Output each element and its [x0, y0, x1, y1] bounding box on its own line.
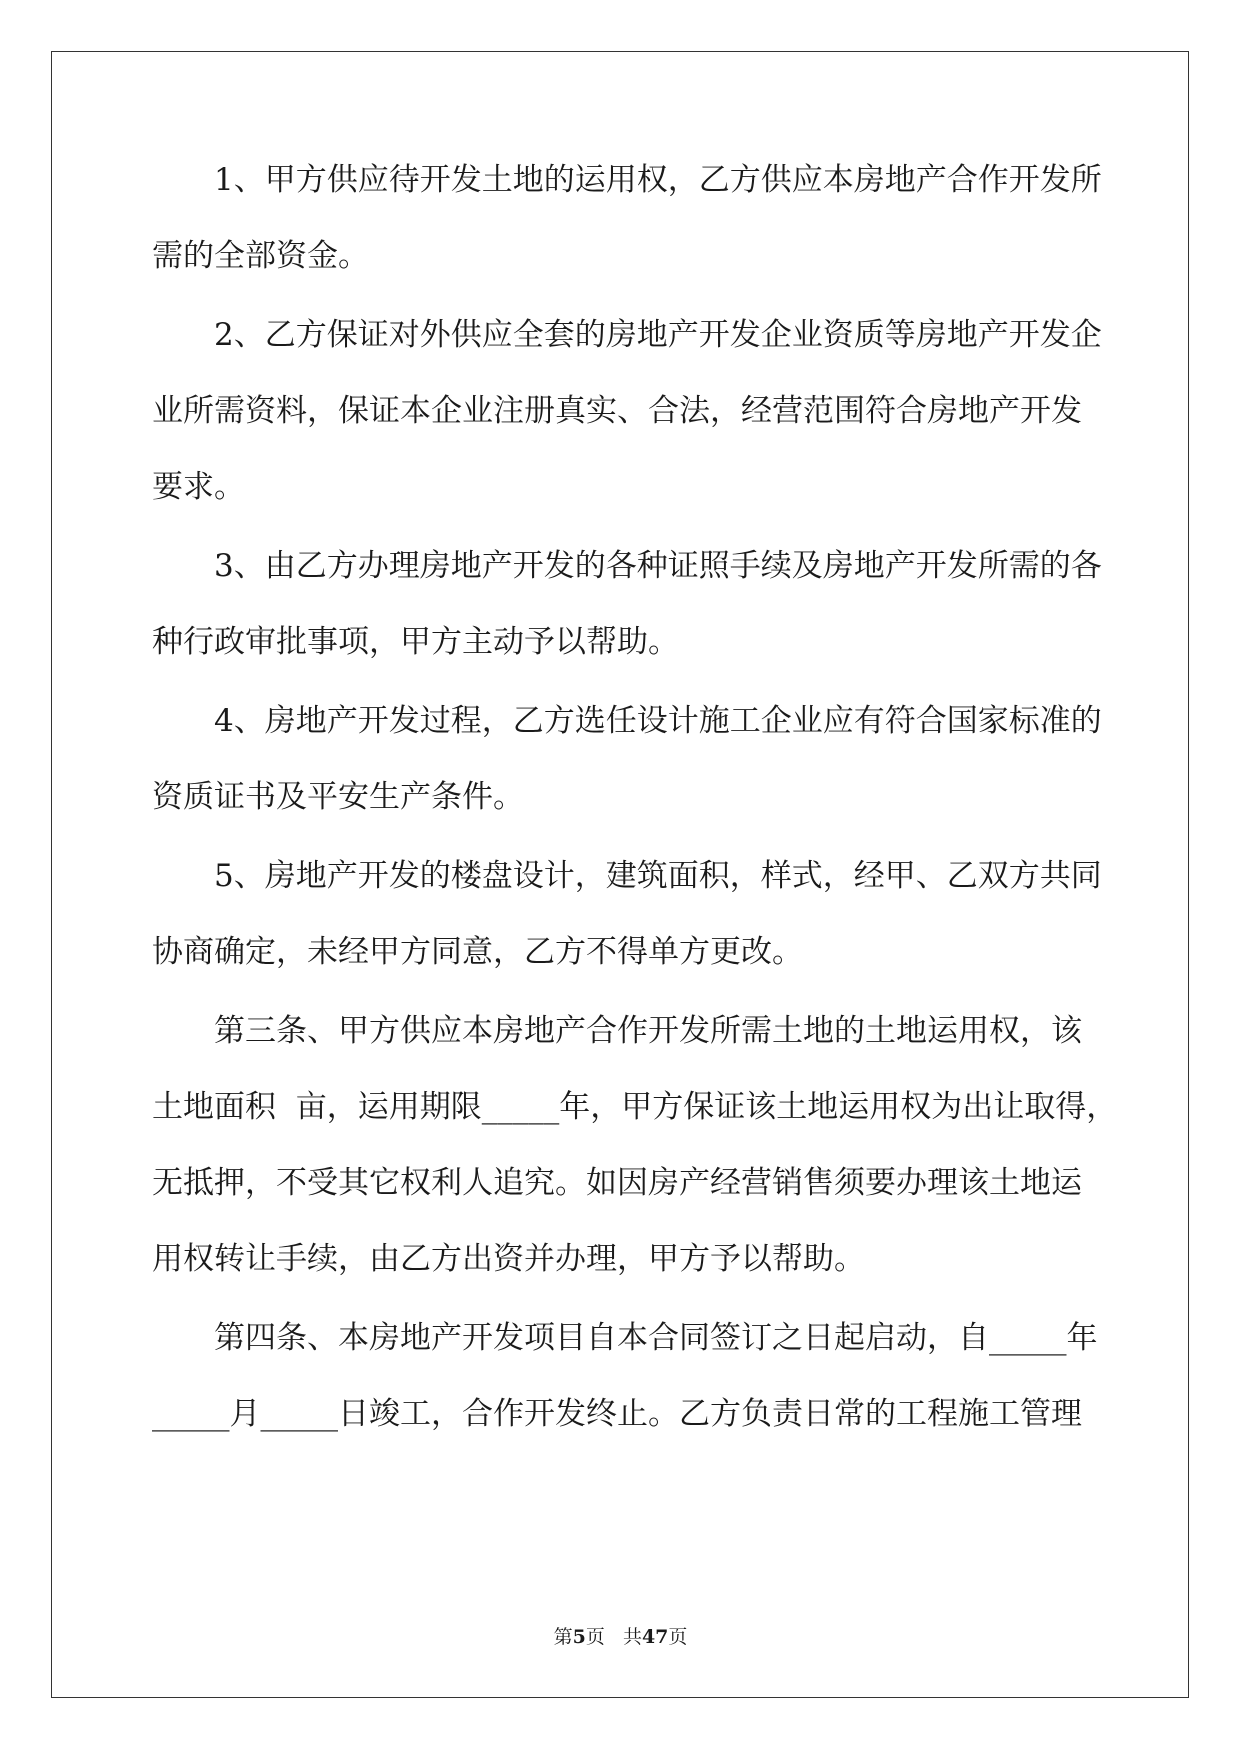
paragraph-1-line-2: 需的全部资金。 [152, 238, 369, 274]
paragraph-4-line-2: 资质证书及平安生产条件。 [152, 779, 524, 815]
paragraph-2-line-2: 业所需资料，保证本企业注册真实、合法，经营范围符合房地产开发 [152, 393, 1082, 429]
paragraph-6-line-2: 土地面积 亩，运用期限_____年，甲方保证该土地运用权为出让取得， [152, 1089, 1118, 1125]
paragraph-6-line-4: 用权转让手续，由乙方出资并办理，甲方予以帮助。 [152, 1241, 865, 1277]
page-number-suffix: 页 [668, 1626, 688, 1648]
paragraph-5-line-1: 5、房地产开发的楼盘设计，建筑面积，样式，经甲、乙双方共同 [214, 858, 1102, 894]
paragraph-5-line-2: 协商确定，未经甲方同意，乙方不得单方更改。 [152, 934, 803, 970]
page-number-current: 5 [572, 1626, 586, 1648]
paragraph-2-line-3: 要求。 [152, 469, 245, 505]
paragraph-7-line-1: 第四条、本房地产开发项目自本合同签订之日起启动，自_____年 [214, 1320, 1098, 1356]
paragraph-6-line-3: 无抵押，不受其它权利人追究。如因房产经营销售须要办理该土地运 [152, 1165, 1082, 1201]
page-number-total: 47 [641, 1626, 669, 1648]
page-footer [0, 1622, 1241, 1649]
paragraph-3-line-2: 种行政审批事项，甲方主动予以帮助。 [152, 624, 679, 660]
paragraph-6-line-1: 第三条、甲方供应本房地产合作开发所需土地的土地运用权，该 [214, 1013, 1082, 1049]
page-number-mid: 页 共 [585, 1626, 642, 1648]
paragraph-1-line-1: 1、甲方供应待开发土地的运用权，乙方供应本房地产合作开发所 [214, 162, 1102, 198]
paragraph-2-line-1: 2、乙方保证对外供应全套的房地产开发企业资质等房地产开发企 [214, 317, 1102, 353]
paragraph-4-line-1: 4、房地产开发过程，乙方选任设计施工企业应有符合国家标准的 [214, 703, 1102, 739]
page-number-prefix: 第 [553, 1626, 573, 1648]
paragraph-7-line-2: _____月_____日竣工，合作开发终止。乙方负责日常的工程施工管理 [152, 1396, 1082, 1432]
paragraph-3-line-1: 3、由乙方办理房地产开发的各种证照手续及房地产开发所需的各 [214, 548, 1102, 584]
